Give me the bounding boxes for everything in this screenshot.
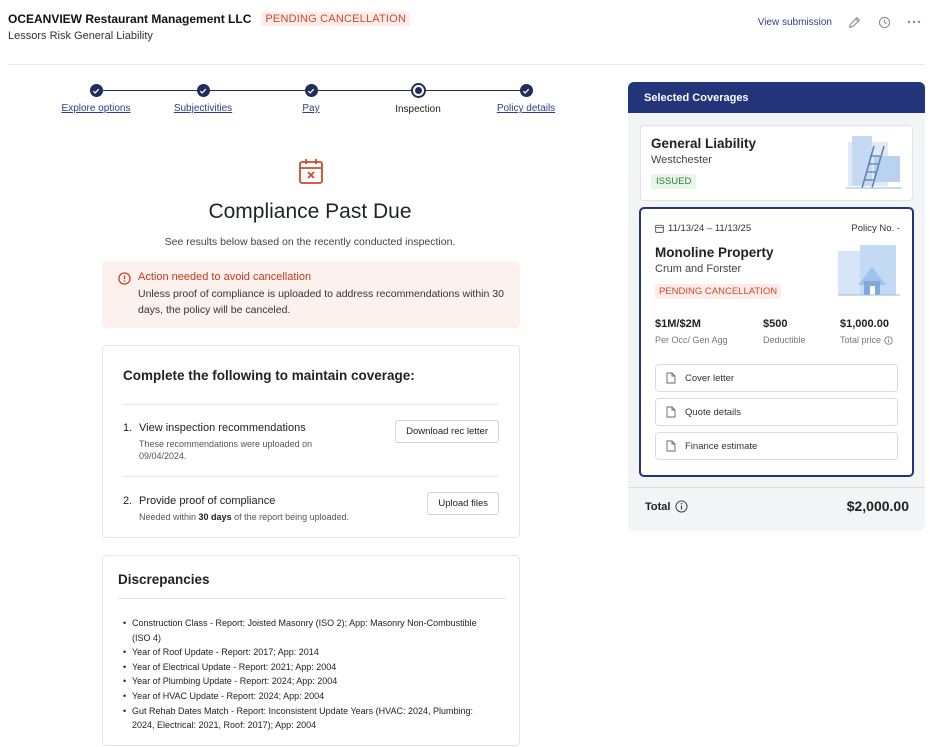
- step-label[interactable]: Policy details: [496, 103, 556, 114]
- desc-emphasis: 30 days: [198, 512, 232, 522]
- step-pay[interactable]: [266, 84, 356, 114]
- stat-label-row: [840, 335, 893, 345]
- task-number: 1.: [123, 422, 133, 434]
- list-item: • Year of Plumbing Update - Report: 2024; App: 2004: [123, 674, 493, 689]
- step-label[interactable]: Pay: [302, 103, 320, 114]
- page-title: Compliance Past Due: [208, 200, 412, 223]
- stat-label: Total price: [840, 335, 882, 345]
- button-label: Quote details: [685, 406, 741, 418]
- list-item: • Construction Class - Report: Joisted Masonry (ISO 2); App: Masonry Non-Combustible (ISO 4): [123, 616, 493, 645]
- carrier-name: Westchester: [651, 154, 712, 166]
- total-label: Total: [645, 500, 671, 513]
- task-view-recommendations: [123, 422, 499, 462]
- alert-circle-icon: [118, 272, 131, 285]
- history-icon[interactable]: [876, 14, 892, 30]
- step-label[interactable]: Subjectivities: [173, 103, 233, 114]
- discrepancies-list: [123, 616, 493, 733]
- stat-value: $1,000.00: [840, 318, 889, 330]
- stat-label: Deductible: [763, 335, 806, 345]
- alert-body: Unless proof of compliance is uploaded to address recommendations within 30 days, the policy will be canceled.: [138, 288, 504, 316]
- general-liability-card[interactable]: [640, 125, 913, 201]
- list-item: • Year of HVAC Update - Report: 2024; App: 2004: [123, 689, 493, 704]
- selected-coverages-panel: [628, 82, 925, 531]
- limits-stat: [655, 318, 728, 345]
- alert-title: Action needed to avoid cancellation: [138, 271, 312, 283]
- date-range: 11/13/24 – 11/13/25: [668, 223, 752, 234]
- coverage-title: General Liability: [651, 136, 757, 151]
- page-header: [8, 12, 924, 52]
- task-description: [139, 511, 399, 523]
- cover-letter-button[interactable]: [655, 364, 898, 392]
- info-icon[interactable]: [675, 500, 688, 513]
- pending-cancellation-badge: PENDING CANCELLATION: [655, 284, 781, 299]
- list-item: • Year of Roof Update - Report: 2017; App: 2014: [123, 645, 493, 660]
- list-item: • Gut Rehab Dates Match - Report: Inconsistent Update Years (HVAC: 2024, Plumbing: 2024, Electrical: 2021, Roof: 2017); App: 2004: [123, 704, 493, 733]
- check-icon: [520, 84, 533, 97]
- task-title: View inspection recommendations: [139, 422, 306, 434]
- stat-label: Per Occ/ Gen Agg: [655, 335, 728, 345]
- upload-files-button[interactable]: Upload files: [427, 492, 499, 515]
- view-submission-link[interactable]: View submission: [757, 16, 832, 28]
- coverage-title: Monoline Property: [655, 245, 774, 260]
- tasks-title: Complete the following to maintain coverage:: [123, 368, 415, 383]
- policy-type: Lessors Risk General Liability: [8, 30, 153, 42]
- cancellation-alert: [102, 261, 520, 328]
- list-item: • Year of Electrical Update - Report: 2021; App: 2004: [123, 660, 493, 675]
- stat-value: $1M/$2M: [655, 318, 701, 330]
- total-amount: $2,000.00: [846, 498, 909, 514]
- step-subjectivities[interactable]: [158, 84, 248, 114]
- document-icon: [666, 440, 676, 452]
- discrepancies-card: [102, 555, 520, 746]
- status-badge: PENDING CANCELLATION: [261, 12, 410, 26]
- step-policy-details[interactable]: [481, 84, 571, 114]
- step-inspection: [373, 84, 463, 115]
- policy-dates: [655, 223, 751, 234]
- panel-title: Selected Coverages: [628, 82, 925, 113]
- finance-estimate-button[interactable]: [655, 432, 898, 460]
- task-title: Provide proof of compliance: [139, 495, 276, 507]
- document-icon: [666, 372, 676, 384]
- button-label: Finance estimate: [685, 440, 758, 452]
- discrepancies-title: Discrepancies: [118, 572, 210, 587]
- progress-stepper: [60, 84, 560, 124]
- ladder-illustration-icon: [844, 132, 904, 192]
- current-step-indicator: [411, 83, 426, 98]
- monoline-property-card: [639, 207, 914, 477]
- button-label: Cover letter: [685, 372, 735, 384]
- task-proof-of-compliance: [123, 495, 499, 525]
- quote-details-button[interactable]: [655, 398, 898, 426]
- step-explore-options[interactable]: [51, 84, 141, 114]
- document-icon: [666, 406, 676, 418]
- more-icon[interactable]: [906, 14, 922, 30]
- carrier-name: Crum and Forster: [655, 263, 742, 275]
- step-label[interactable]: Explore options: [61, 103, 131, 114]
- edit-icon[interactable]: [846, 14, 862, 30]
- calendar-icon: [655, 224, 664, 233]
- total-price-stat: [840, 318, 893, 345]
- total-label-row: [645, 500, 688, 513]
- task-number: 2.: [123, 495, 133, 507]
- divider: [123, 404, 499, 405]
- building-illustration-icon: [838, 245, 900, 301]
- stat-value: $500: [763, 318, 788, 330]
- calendar-x-icon: [298, 158, 324, 186]
- divider: [118, 598, 506, 599]
- page-subtitle: See results below based on the recently conducted inspection.: [164, 236, 456, 248]
- check-icon: [197, 84, 210, 97]
- info-icon[interactable]: [884, 336, 893, 345]
- issued-badge: ISSUED: [651, 174, 696, 189]
- divider: [123, 476, 499, 477]
- task-description: These recommendations were uploaded on 09/04/2024.: [139, 439, 313, 461]
- desc-text: of the report being uploaded.: [231, 512, 350, 522]
- divider: [628, 487, 925, 488]
- header-actions: [758, 14, 922, 30]
- header-divider: [8, 64, 924, 65]
- step-label: Inspection: [395, 104, 441, 115]
- deductible-stat: [763, 318, 806, 345]
- download-rec-letter-button[interactable]: Download rec letter: [395, 420, 499, 443]
- coverage-tasks-card: [102, 345, 520, 538]
- check-icon: [305, 84, 318, 97]
- policy-number: Policy No. -: [851, 223, 900, 234]
- check-icon: [90, 84, 103, 97]
- company-name: OCEANVIEW Restaurant Management LLC: [8, 12, 252, 26]
- desc-text: Needed within: [139, 512, 199, 522]
